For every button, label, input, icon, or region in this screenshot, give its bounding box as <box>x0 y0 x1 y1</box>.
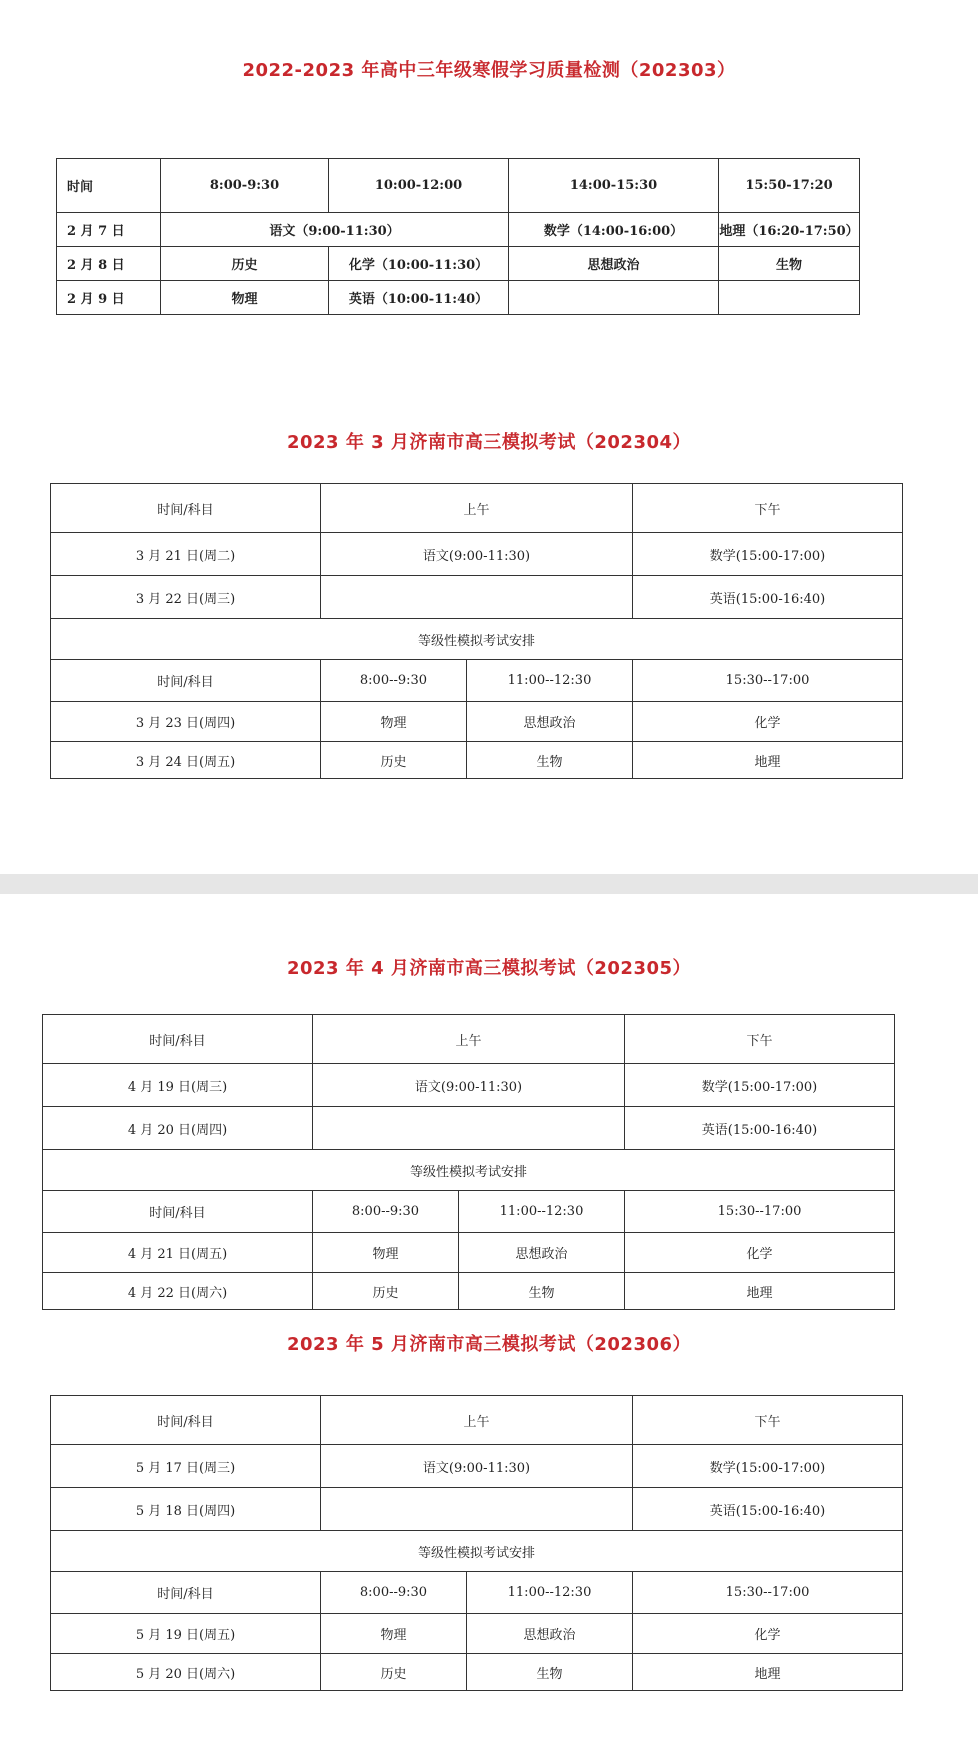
subject-cell: 地理 <box>625 1273 895 1310</box>
april-exam-title: 2023 年 4 月济南市高三模拟考试（202305） <box>286 958 692 979</box>
table-header-row <box>51 1572 903 1614</box>
header-cell: 11:00--12:30 <box>459 1191 625 1233</box>
date-cell: 5 月 19 日(周五) <box>51 1614 321 1654</box>
subject-cell: 英语(15:00-16:40) <box>633 1488 903 1531</box>
subject-cell <box>321 1488 633 1531</box>
date-cell: 3 月 23 日(周四) <box>51 702 321 742</box>
table-header-row <box>43 1191 895 1233</box>
subject-cell: 地理 <box>633 1654 903 1691</box>
table-row <box>57 281 860 315</box>
subject-cell: 化学 <box>625 1233 895 1273</box>
subject-cell: 物理 <box>321 702 467 742</box>
header-cell: 时间/科目 <box>43 1015 313 1064</box>
page-separator <box>0 874 978 894</box>
winter-exam-table <box>56 158 860 315</box>
header-cell: 11:00--12:30 <box>467 660 633 702</box>
section-row <box>43 1150 895 1191</box>
subject-cell: 化学 <box>633 702 903 742</box>
header-cell: 10:00-12:00 <box>329 159 509 213</box>
date-cell: 2 月 7 日 <box>57 213 161 247</box>
table-row <box>51 702 903 742</box>
table-header-row <box>51 1396 903 1445</box>
header-cell: 8:00--9:30 <box>321 660 467 702</box>
subject-cell: 语文(9:00-11:30) <box>321 1445 633 1488</box>
subject-cell: 化学（10:00-11:30） <box>329 247 509 281</box>
document-page-2 <box>0 894 978 1745</box>
date-cell: 5 月 20 日(周六) <box>51 1654 321 1691</box>
date-cell: 4 月 19 日(周三) <box>43 1064 313 1107</box>
table-row <box>51 1445 903 1488</box>
subject-cell: 思想政治 <box>467 702 633 742</box>
table-header-row <box>57 159 860 213</box>
header-cell: 下午 <box>625 1015 895 1064</box>
header-cell: 14:00-15:30 <box>509 159 719 213</box>
subject-cell: 生物 <box>467 1654 633 1691</box>
section-heading: 等级性模拟考试安排 <box>51 619 903 660</box>
date-cell: 5 月 18 日(周四) <box>51 1488 321 1531</box>
table-row <box>43 1064 895 1107</box>
header-cell: 15:30--17:00 <box>633 660 903 702</box>
header-cell: 下午 <box>633 484 903 533</box>
date-cell: 3 月 24 日(周五) <box>51 742 321 779</box>
section-row <box>51 1531 903 1572</box>
date-cell: 4 月 22 日(周六) <box>43 1273 313 1310</box>
subject-cell: 语文（9:00-11:30） <box>161 213 509 247</box>
subject-cell: 思想政治 <box>467 1614 633 1654</box>
header-cell: 15:30--17:00 <box>633 1572 903 1614</box>
table-row <box>51 1488 903 1531</box>
header-cell: 上午 <box>321 484 633 533</box>
date-cell: 4 月 20 日(周四) <box>43 1107 313 1150</box>
subject-cell: 生物 <box>719 247 860 281</box>
subject-cell: 历史 <box>321 1654 467 1691</box>
table-row <box>43 1233 895 1273</box>
table-row <box>51 742 903 779</box>
subject-cell: 英语（10:00-11:40） <box>329 281 509 315</box>
date-cell: 4 月 21 日(周五) <box>43 1233 313 1273</box>
header-cell: 上午 <box>313 1015 625 1064</box>
subject-cell: 历史 <box>161 247 329 281</box>
may-exam-table <box>50 1395 903 1691</box>
header-cell: 时间/科目 <box>51 484 321 533</box>
section-row <box>51 619 903 660</box>
subject-cell: 地理 <box>633 742 903 779</box>
table-row <box>43 1107 895 1150</box>
header-cell: 8:00-9:30 <box>161 159 329 213</box>
header-cell: 15:30--17:00 <box>625 1191 895 1233</box>
subject-cell: 英语(15:00-16:40) <box>625 1107 895 1150</box>
table-row <box>51 1614 903 1654</box>
april-exam-table <box>42 1014 895 1310</box>
subject-cell: 数学（14:00-16:00） <box>509 213 719 247</box>
date-cell: 2 月 9 日 <box>57 281 161 315</box>
header-cell: 时间/科目 <box>51 660 321 702</box>
march-exam-table <box>50 483 903 779</box>
subject-cell: 语文(9:00-11:30) <box>321 533 633 576</box>
header-cell: 8:00--9:30 <box>321 1572 467 1614</box>
march-exam-title: 2023 年 3 月济南市高三模拟考试（202304） <box>286 432 692 453</box>
may-exam-title: 2023 年 5 月济南市高三模拟考试（202306） <box>286 1334 692 1355</box>
subject-cell: 英语(15:00-16:40) <box>633 576 903 619</box>
date-cell: 2 月 8 日 <box>57 247 161 281</box>
header-cell: 8:00--9:30 <box>313 1191 459 1233</box>
header-cell: 时间 <box>57 159 161 213</box>
winter-exam-title: 2022-2023 年高中三年级寒假学习质量检测（202303） <box>242 60 736 81</box>
table-row <box>57 213 860 247</box>
date-cell: 5 月 17 日(周三) <box>51 1445 321 1488</box>
subject-cell <box>509 281 719 315</box>
subject-cell: 思想政治 <box>509 247 719 281</box>
table-row <box>43 1273 895 1310</box>
section-heading: 等级性模拟考试安排 <box>43 1150 895 1191</box>
table-header-row <box>51 484 903 533</box>
subject-cell <box>719 281 860 315</box>
subject-cell: 数学(15:00-17:00) <box>625 1064 895 1107</box>
section-heading: 等级性模拟考试安排 <box>51 1531 903 1572</box>
table-row <box>51 1654 903 1691</box>
subject-cell <box>313 1107 625 1150</box>
subject-cell: 化学 <box>633 1614 903 1654</box>
header-cell: 时间/科目 <box>43 1191 313 1233</box>
table-header-row <box>51 660 903 702</box>
table-header-row <box>43 1015 895 1064</box>
subject-cell: 生物 <box>467 742 633 779</box>
header-cell: 时间/科目 <box>51 1396 321 1445</box>
header-cell: 15:50-17:20 <box>719 159 860 213</box>
date-cell: 3 月 21 日(周二) <box>51 533 321 576</box>
subject-cell: 历史 <box>321 742 467 779</box>
subject-cell: 生物 <box>459 1273 625 1310</box>
table-row <box>57 247 860 281</box>
subject-cell: 地理（16:20-17:50） <box>719 213 860 247</box>
subject-cell: 思想政治 <box>459 1233 625 1273</box>
subject-cell <box>321 576 633 619</box>
table-row <box>51 533 903 576</box>
subject-cell: 数学(15:00-17:00) <box>633 533 903 576</box>
subject-cell: 数学(15:00-17:00) <box>633 1445 903 1488</box>
header-cell: 11:00--12:30 <box>467 1572 633 1614</box>
date-cell: 3 月 22 日(周三) <box>51 576 321 619</box>
subject-cell: 语文(9:00-11:30) <box>313 1064 625 1107</box>
subject-cell: 物理 <box>161 281 329 315</box>
subject-cell: 历史 <box>313 1273 459 1310</box>
subject-cell: 物理 <box>313 1233 459 1273</box>
table-row <box>51 576 903 619</box>
header-cell: 上午 <box>321 1396 633 1445</box>
subject-cell: 物理 <box>321 1614 467 1654</box>
header-cell: 下午 <box>633 1396 903 1445</box>
header-cell: 时间/科目 <box>51 1572 321 1614</box>
